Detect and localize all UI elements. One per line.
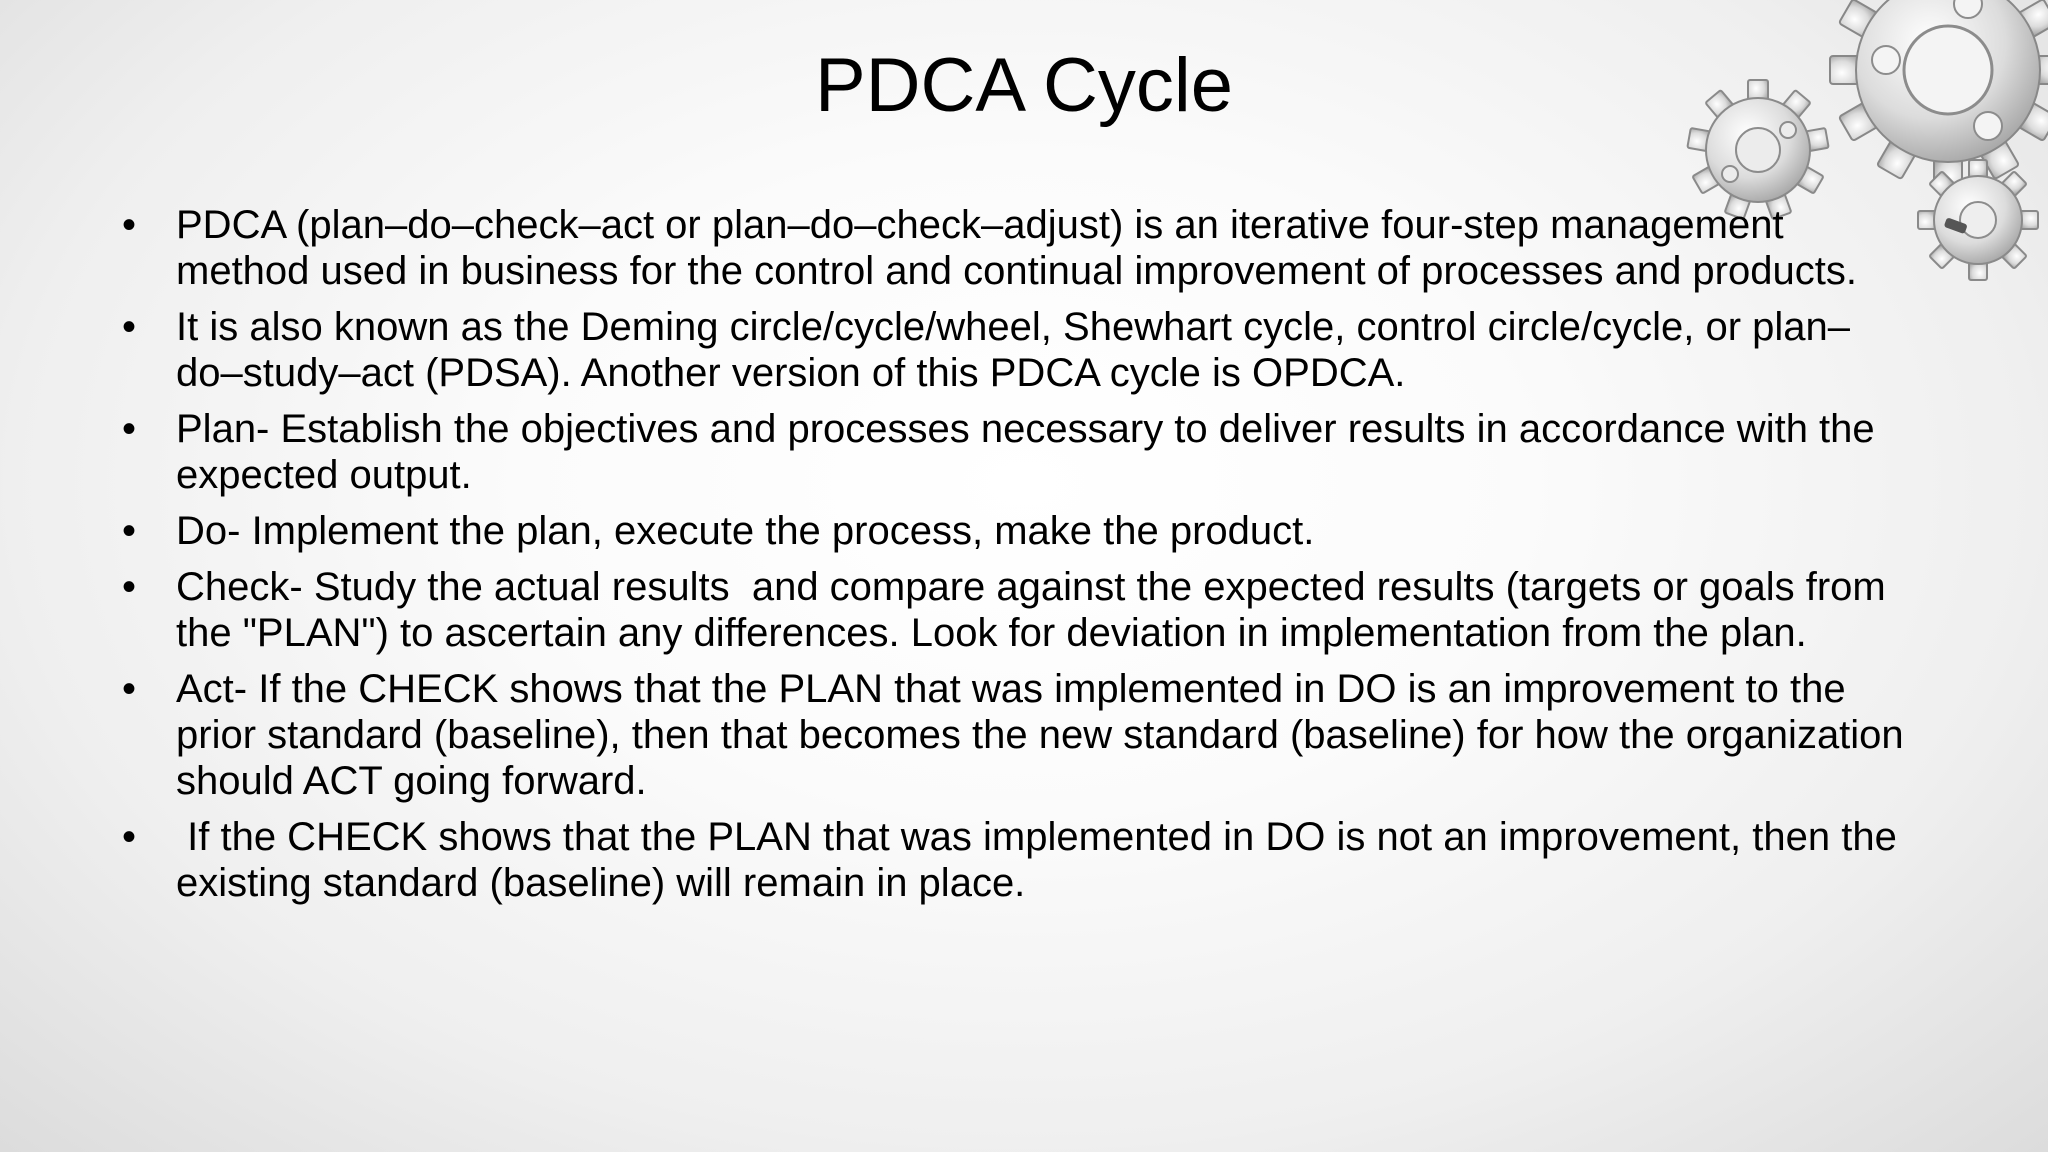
bullet-item	[114, 814, 1914, 906]
bullet-text: Act- If the CHECK shows that the PLAN that was implemented in DO is an improvement to the prior standard (baseline), then that becomes the new standard (baseline) for how the organization should ACT going forward.	[176, 667, 1915, 803]
bullet-text: Do- Implement the plan, execute the process, make the product.	[176, 509, 1315, 553]
bullet-icon: •	[121, 509, 136, 553]
bullet-text: It is also known as the Deming circle/cycle/wheel, Shewhart cycle, control circle/cycle, or plan–do–study–act (PDSA). Another version of this PDCA cycle is OPDCA.	[176, 305, 1851, 395]
bullet-text: Plan- Establish the objectives and processes necessary to deliver results in accordance with the expected output.	[176, 407, 1886, 497]
bullet-icon: •	[121, 667, 136, 711]
bullet-item	[114, 508, 1914, 554]
bullet-item	[114, 406, 1914, 498]
bullet-item	[114, 304, 1914, 396]
bullet-list	[114, 202, 1914, 916]
bullet-item	[114, 202, 1914, 294]
bullet-icon: •	[121, 565, 136, 609]
bullet-icon: •	[121, 815, 136, 859]
slide-title: PDCA Cycle	[814, 43, 1234, 128]
bullet-icon: •	[121, 203, 136, 247]
bullet-text: If the CHECK shows that the PLAN that was implemented in DO is not an improvement, then the existing standard (baseline) will remain in place.	[176, 815, 1908, 905]
bullet-item	[114, 666, 1914, 804]
bullet-text: PDCA (plan–do–check–act or plan–do–check–adjust) is an iterative four-step management method used in business for the control and continual improvement of processes and products.	[176, 203, 1857, 293]
bullet-item	[114, 564, 1914, 656]
bullet-icon: •	[121, 305, 136, 349]
bullet-icon: •	[121, 407, 136, 451]
bullet-text: Check- Study the actual results and compare against the expected results (targets or goals from the "PLAN") to ascertain any differences. Look for deviation in implementation from the plan.	[176, 565, 1897, 655]
